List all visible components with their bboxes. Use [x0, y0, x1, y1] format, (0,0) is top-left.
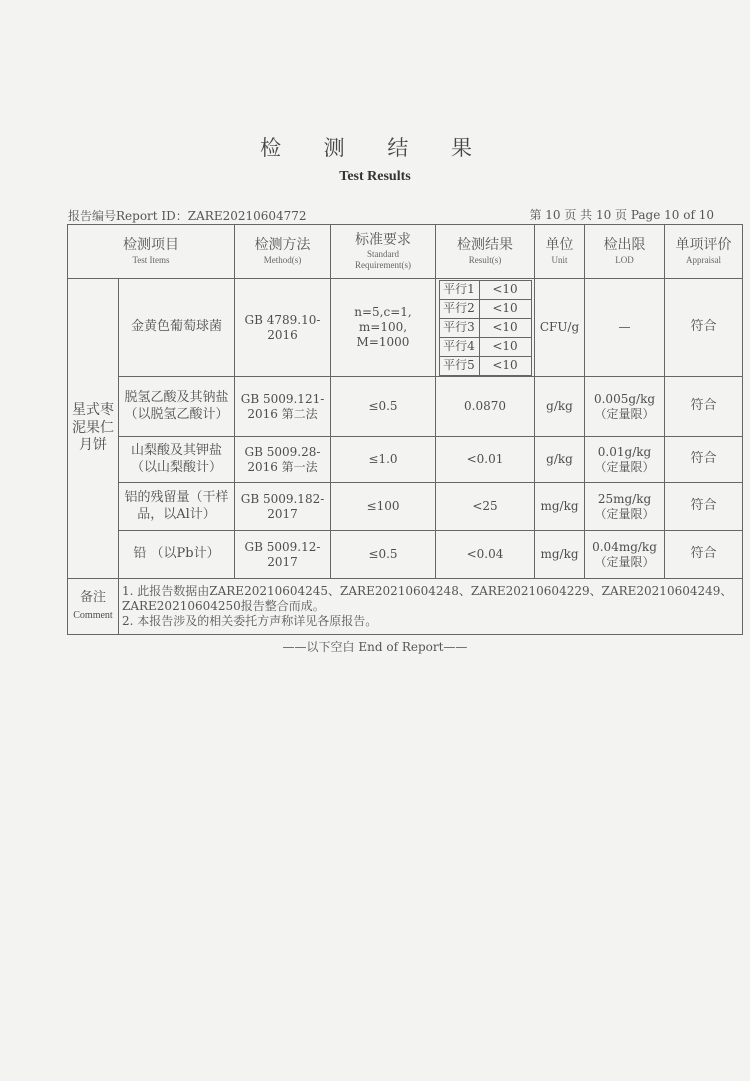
parallel-value: <10: [479, 318, 531, 337]
parallel-label: 平行2: [439, 299, 479, 318]
appraisal: 符合: [665, 437, 743, 483]
unit: mg/kg: [535, 483, 585, 531]
lod: —: [585, 279, 665, 377]
parallel-label: 平行5: [439, 356, 479, 375]
sample-name: 星式枣泥果仁月饼: [68, 279, 119, 579]
table-row: [68, 483, 743, 531]
parallel-value: <10: [479, 337, 531, 356]
header-lod: 检出限 LOD: [585, 225, 665, 279]
test-item: 铝的残留量（干样品，以Al计）: [119, 483, 235, 531]
test-method: GB 4789.10-2016: [235, 279, 331, 377]
parallel-value: <10: [479, 280, 531, 299]
header-unit: 单位 Unit: [535, 225, 585, 279]
test-item: 山梨酸及其钾盐（以山梨酸计）: [119, 437, 235, 483]
test-item: 金黄色葡萄球菌: [119, 279, 235, 377]
lod: 0.005g/kg （定量限）: [585, 377, 665, 437]
test-item: 脱氢乙酸及其钠盐（以脱氢乙酸计）: [119, 377, 235, 437]
header-test-items: 检测项目 Test Items: [68, 225, 235, 279]
result: <0.01: [436, 437, 535, 483]
header-row: [68, 225, 743, 279]
appraisal: 符合: [665, 483, 743, 531]
report-id: 报告编号Report ID：ZARE20210604772: [68, 209, 307, 223]
standard-requirement: ≤0.5: [331, 377, 436, 437]
comment-line: 2. 本报告涉及的相关委托方声称详见各原报告。: [122, 614, 378, 628]
table-row: [68, 279, 743, 377]
result: 0.0870: [436, 377, 535, 437]
table-row: [68, 377, 743, 437]
result: <25: [436, 483, 535, 531]
comment-row: [68, 579, 743, 635]
unit: g/kg: [535, 437, 585, 483]
unit: CFU/g: [535, 279, 585, 377]
standard-requirement: ≤1.0: [331, 437, 436, 483]
test-method: GB 5009.182-2017: [235, 483, 331, 531]
test-method: GB 5009.28-2016 第一法: [235, 437, 331, 483]
appraisal: 符合: [665, 377, 743, 437]
appraisal: 符合: [665, 279, 743, 377]
parallel-label: 平行3: [439, 318, 479, 337]
standard-requirement: ≤100: [331, 483, 436, 531]
header-standard: 标准要求 Standard Requirement(s): [331, 225, 436, 279]
unit: g/kg: [535, 377, 585, 437]
end-of-report: ——以下空白 End of Report——: [282, 640, 468, 654]
standard-requirement: ≤0.5: [331, 531, 436, 579]
parallel-label: 平行4: [439, 337, 479, 356]
result: <0.04: [436, 531, 535, 579]
parallel-value: <10: [479, 299, 531, 318]
header-result: 检测结果 Result(s): [436, 225, 535, 279]
title-chinese: 检 测 结 果: [259, 136, 491, 160]
page-number: 第 10 页 共 10 页 Page 10 of 10: [529, 208, 714, 222]
test-method: GB 5009.12-2017: [235, 531, 331, 579]
lod: 0.01g/kg （定量限）: [585, 437, 665, 483]
test-method: GB 5009.121-2016 第二法: [235, 377, 331, 437]
unit: mg/kg: [535, 531, 585, 579]
lod: 0.04mg/kg （定量限）: [585, 531, 665, 579]
lod: 25mg/kg （定量限）: [585, 483, 665, 531]
parallel-value: <10: [479, 356, 531, 375]
results-table: [67, 224, 743, 635]
parallel-table: [439, 280, 532, 376]
table-row: [68, 437, 743, 483]
title-english: Test Results: [339, 169, 411, 184]
test-item: 铅 （以Pb计）: [119, 531, 235, 579]
comment-text: [119, 579, 743, 635]
comment-label: 备注 Comment: [68, 579, 119, 635]
header-appraisal: 单项评价 Appraisal: [665, 225, 743, 279]
appraisal: 符合: [665, 531, 743, 579]
standard-requirement: n=5,c=1, m=100, M=1000: [331, 279, 436, 377]
header-method: 检测方法 Method(s): [235, 225, 331, 279]
comment-line: 1. 此报告数据由ZARE20210604245、ZARE20210604248、ZARE20210604229、ZARE20210604249、ZARE20210604250报告整合而成。: [122, 584, 733, 613]
table-row: [68, 531, 743, 579]
parallel-label: 平行1: [439, 280, 479, 299]
result-parallels: [436, 279, 535, 377]
